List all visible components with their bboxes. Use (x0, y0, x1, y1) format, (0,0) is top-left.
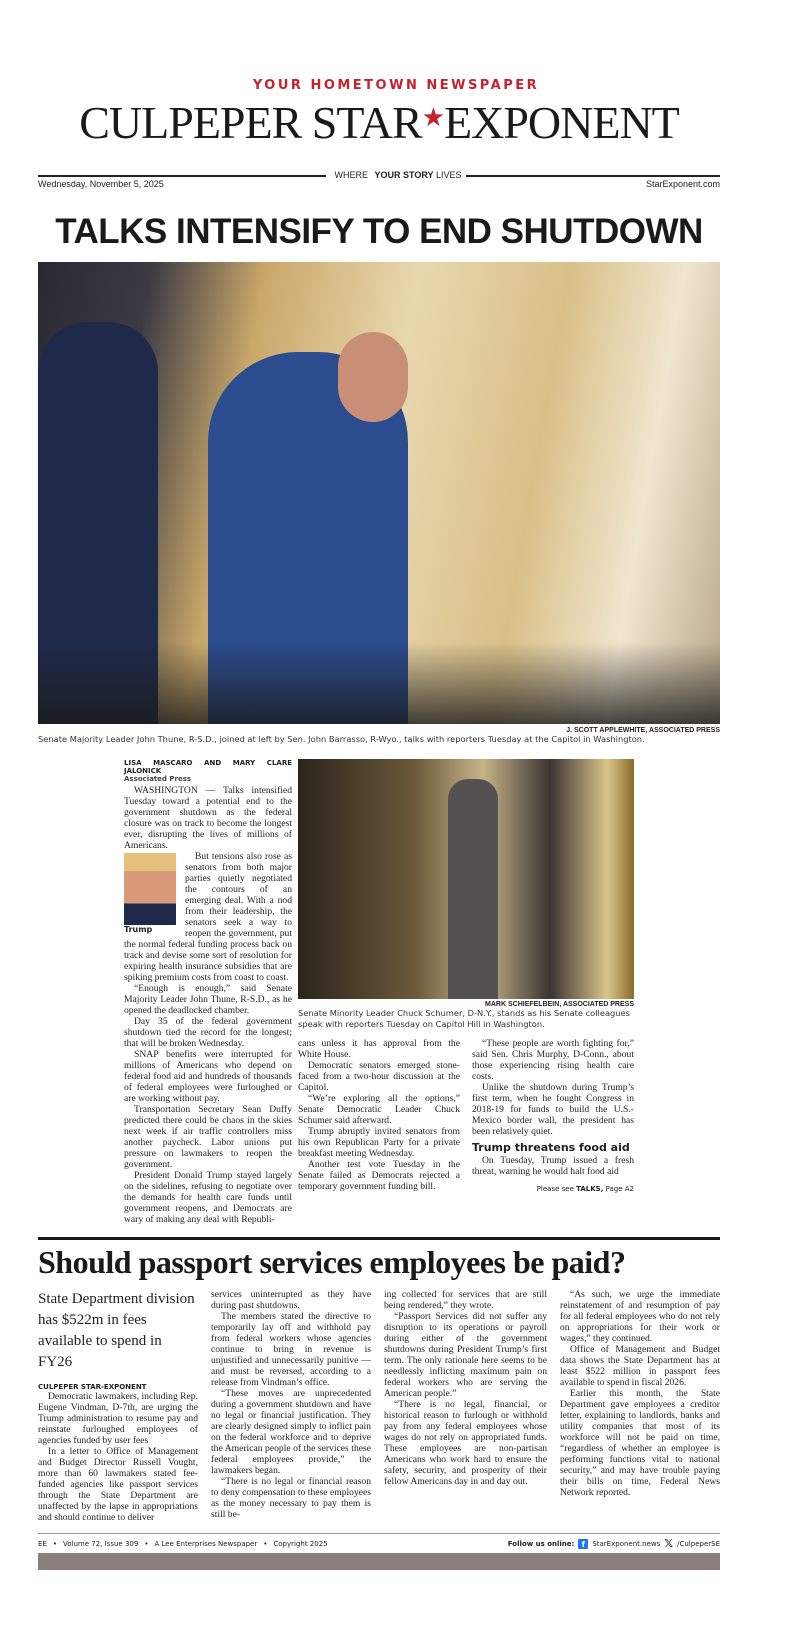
photo-face (338, 332, 408, 422)
masthead-right: EXPONENT (444, 97, 679, 148)
footer-publisher: A Lee Enterprises Newspaper (154, 1539, 258, 1548)
second-column-1 (38, 1289, 198, 1523)
paragraph: Unlike the shutdown during Trump’s first term, when he fought Congress in 2018-19 for funds to build the U.S.-Mexico border wall, the president has been relatively quiet. (472, 1082, 634, 1137)
paragraph: “Enough is enough,” said Senate Majority Leader John Thune, R-S.D., as he opened the deadlocked chamber. (124, 983, 292, 1016)
second-column-3 (384, 1289, 547, 1523)
schumer-photo (298, 759, 634, 999)
paragraph: Trump abruptly invited senators from his own Republican Party for a private breakfast meeting Wednesday. (298, 1126, 460, 1159)
x-link[interactable]: /CulpeperSE (677, 1539, 720, 1548)
photo-figure (448, 779, 498, 999)
paragraph: In a letter to Office of Management and Budget Director Russell Vought, more than 60 lawmakers stated fee-funded agencies like passport services through the State Department are unaffected by the lapse in appropriations and should continue to deliver (38, 1446, 198, 1523)
paragraph: The members stated the directive to temporarily lay off and withhold pay from federal workers whose agencies continue to bring in revenue is unjustified and unnecessarily punitive — and must be reversed, according to a release from Vindman’s office. (211, 1311, 371, 1388)
second-headline: Should passport services employees be paid? (38, 1244, 626, 1280)
credit-org: , ASSOCIATED PRESS (645, 727, 720, 734)
bullet: • (263, 1539, 268, 1548)
paragraph: Day 35 of the federal government shutdown tied the record for the longest; that will be broken Wednesday. (124, 1016, 292, 1049)
footer-social (508, 1537, 720, 1550)
lead-photo-credit (38, 727, 720, 734)
slogan-pre: WHERE (330, 170, 374, 180)
credit-name: J. SCOTT APPLEWHITE (566, 727, 646, 734)
second-story (38, 1289, 720, 1523)
paragraph: “These people are worth fighting for,” said Sen. Chris Murphy, D-Conn., about those experiencing rising health care costs. (472, 1038, 634, 1082)
paragraph: Another test vote Tuesday in the Senate failed as Democrats rejected a temporary government funding bill. (298, 1159, 460, 1192)
paragraph: Democratic senators emerged stone-faced from a two-hour discussion at the Capitol. (298, 1060, 460, 1093)
paragraph: cans unless it has approval from the White House. (298, 1038, 460, 1060)
paragraph: On Tuesday, Trump issued a fresh threat, warning he would halt food aid (472, 1155, 634, 1177)
byline: CULPEPER STAR-EXPONENT (38, 1383, 147, 1391)
jump-pre: Please see (536, 1185, 577, 1193)
paragraph: Office of Management and Budget data shows the State Department has at least $522 million in passport fees available to spend in fiscal 2026. (560, 1344, 720, 1388)
jump-post: Page A2 (603, 1185, 634, 1193)
second-column-2 (211, 1289, 371, 1523)
bullet: • (144, 1539, 149, 1548)
lead-column-3 (472, 1038, 634, 1193)
byline-org: Associated Press (124, 775, 192, 783)
bullet: • (52, 1539, 57, 1548)
photo-shade (38, 642, 720, 724)
website-link[interactable]: StarExponent.com (645, 179, 720, 189)
paragraph: services uninterrupted as they have during past shutdowns. (211, 1289, 371, 1311)
follow-label: Follow us online: (507, 1539, 575, 1548)
paragraph: “These moves are unprecedented during a government shutdown and have no legal or financial justification. They are clearly designed simply to inflict pain on the federal workforce and to deprive the American people of the services these federal employees provide,” the lawmakers began. (211, 1388, 371, 1476)
footer-info (38, 1540, 328, 1548)
paragraph: President Donald Trump stayed largely on the sidelines, refusing to negotiate over the demands for health care funds until government reopens, and Democrats are wary of making any deal with Republi- (124, 1170, 292, 1225)
lead-column-2 (298, 1038, 460, 1193)
schumer-photo-credit (298, 1001, 634, 1008)
slogan-post: LIVES (433, 170, 462, 180)
paragraph: Democratic lawmakers, including Rep. Eugene Vindman, D-7th, are urging the Trump administration to resume pay and reinstate furloughed employees of agencies funded by user fees (38, 1391, 198, 1446)
footer-volume: Volume 72, Issue 309 (63, 1539, 139, 1548)
paragraph: Earlier this month, the State Department gave employees a creditor letter, explaining to landlords, banks and utility companies that most of its workforce will not be paid on time, “regardless of whether an employee is performing functions vital to national security,” and may have trouble paying their bills on time, Federal News Network reported. (560, 1388, 720, 1498)
paragraph: Transportation Secretary Sean Duffy predicted there could be chaos in the skies next week if air traffic controllers miss another paycheck. Labor unions put pressure on lawmakers to reopen the government. (124, 1104, 292, 1170)
paragraph: “There is no legal or financial reason to deny compensation to these employees as the money necessary to pay them is still be- (211, 1476, 371, 1520)
page-body (38, 727, 720, 1570)
tagline: YOUR HOMETOWN NEWSPAPER (252, 78, 540, 93)
trump-inset (124, 853, 180, 935)
slogan (300, 170, 492, 180)
footer (38, 1534, 720, 1553)
paragraph: “There is no legal, financial, or historical reason to furlough or withhold pay from any federal employees whose wages do not rely on appropriated funds. These employees are non-partisan Americans who work hard to ensure the safety, security, and prosperity of their fellow Americans day in and day out. (384, 1399, 547, 1487)
footer-copyright: Copyright 2025 (273, 1539, 328, 1548)
deck: State Department division has $522m in fees available to spend in FY26 (38, 1291, 195, 1370)
paragraph: “Passport Services did not suffer any disruption to its operations or payroll during either of the government shutdowns during President Trump’s first term. The only rationale here seems to be needlessly inflicting maximum pain on federal workers who are serving the American people.” (384, 1311, 547, 1399)
star-icon: ★ (421, 103, 444, 132)
trump-photo (124, 853, 176, 925)
jump-bold: TALKS, (576, 1185, 604, 1193)
slogan-bold: YOUR STORY (374, 170, 434, 180)
lead-story (124, 759, 634, 1225)
masthead-left: CULPEPER STAR (79, 97, 422, 148)
second-column-4 (560, 1289, 720, 1523)
paragraph: “We’re exploring all the options,” Senate Democratic Leader Chuck Schumer said afterward. (298, 1093, 460, 1126)
lead-photo (38, 262, 720, 724)
facebook-icon[interactable]: f (578, 1539, 588, 1549)
credit-name: MARK SCHIEFELBEIN (485, 1001, 560, 1008)
masthead-logo (38, 96, 720, 149)
paragraph: “As such, we urge the immediate reinstatement of and resumption of pay for all federal employees who do not rely on appropriations for their work or wages,” they continued. (560, 1289, 720, 1344)
paragraph: SNAP benefits were interrupted for millions of Americans who depend on federal food aid and hundreds of thousands of federal employees were furloughed or are working without pay. (124, 1049, 292, 1104)
lead-headline: TALKS INTENSIFY TO END SHUTDOWN (55, 212, 703, 251)
trump-caption: Trump (124, 925, 153, 934)
paragraph: But tensions also rose as senators from both major parties quietly negotiated the contours of an emerging deal. With a nod from their leadership, the senators seek a way to reopen the government, put the normal federal funding process back on track and devise some sort of resolution for expiring health insurance subsidies that are spiking premium costs from coast to coast. (124, 851, 292, 983)
byline: LISA MASCARO AND MARY CLARE JALONICK (124, 759, 292, 775)
x-icon[interactable]: 𝕏 (664, 1537, 674, 1550)
paragraph: WASHINGTON — Talks intensified Tuesday toward a potential end to the government shutdown as the federal closure was on track to become the longest ever, disrupting the lives of millions of Americans. (124, 785, 292, 851)
lead-right (298, 759, 634, 1225)
footer-edition: EE (38, 1539, 47, 1548)
section-rule (38, 1237, 720, 1240)
footer-bar (38, 1553, 720, 1570)
facebook-link[interactable]: StarExponent.news (592, 1539, 661, 1548)
paragraph: ing collected for services that are still being rendered,” they wrote. (384, 1289, 547, 1311)
credit-org: , ASSOCIATED PRESS (559, 1001, 634, 1008)
issue-date: Wednesday, November 5, 2025 (38, 179, 164, 189)
schumer-photo-caption: Senate Minority Leader Chuck Schumer, D-N.Y., stands as his Senate colleagues speak with reporters Tuesday on Capitol Hill in Washington. (298, 1008, 630, 1029)
subhead: Trump threatens food aid (472, 1141, 630, 1154)
lead-photo-caption: Senate Majority Leader John Thune, R-S.D., joined at left by Sen. John Barrasso, R-Wyo., talks with reporters Tuesday at the Capitol in Washington. (38, 734, 645, 744)
lead-lower-columns (298, 1038, 634, 1193)
lead-column-1 (124, 759, 292, 1225)
jump-link[interactable] (472, 1185, 634, 1193)
